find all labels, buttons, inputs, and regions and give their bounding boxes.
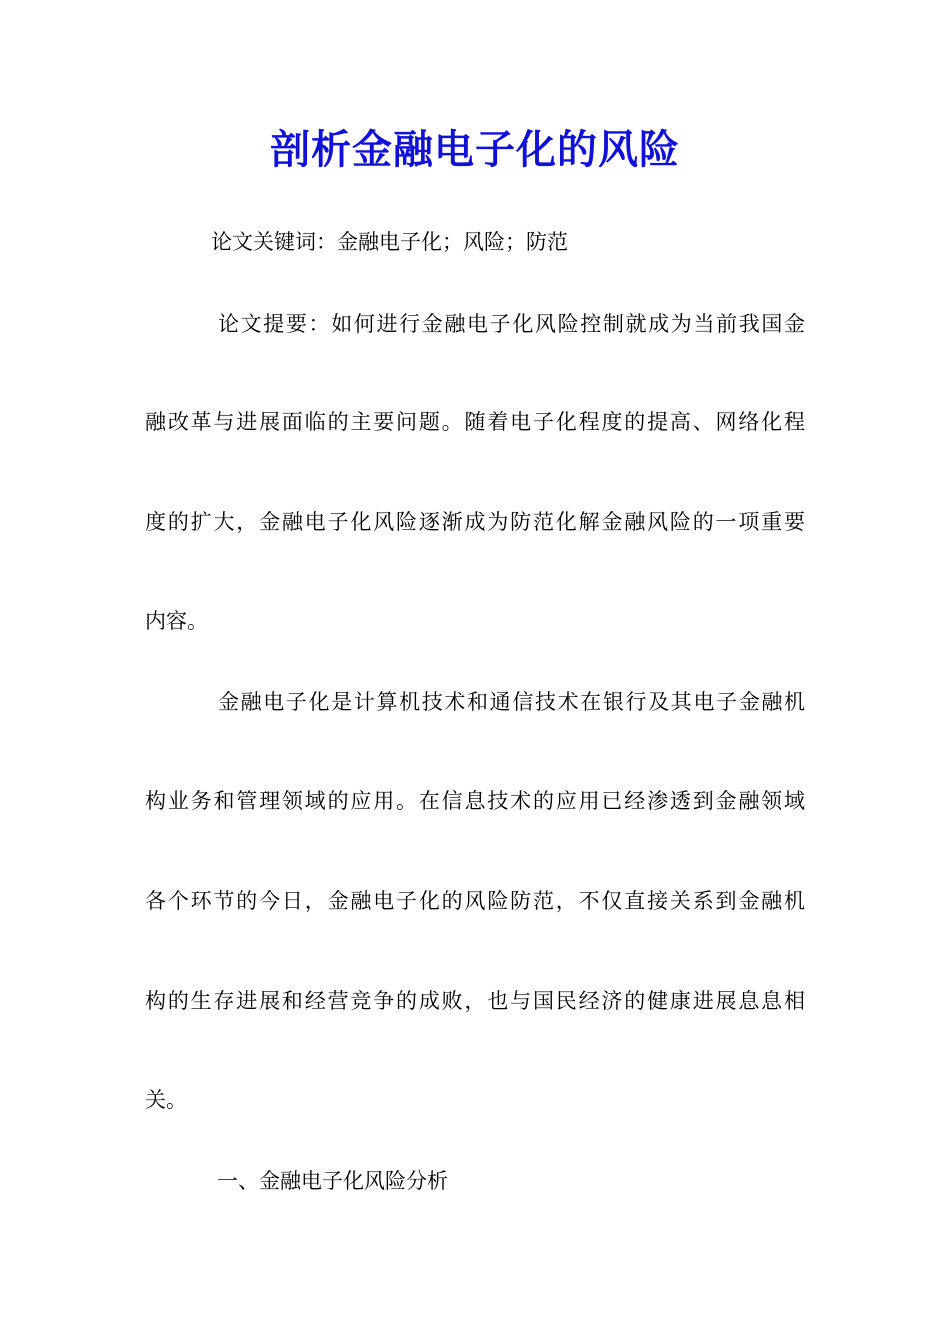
paragraph-line: 各个环节的今日，金融电子化的风险防范，不仅直接关系到金融机 bbox=[145, 889, 805, 913]
abstract-line: 融改革与进展面临的主要问题。随着电子化程度的提高、网络化程 bbox=[145, 410, 805, 434]
paragraph-line: 构业务和管理领域的应用。在信息技术的应用已经渗透到金融领域 bbox=[145, 789, 805, 813]
keywords-line: 论文关键词：金融电子化；风险；防范 bbox=[211, 230, 568, 254]
document-title: 剖析金融电子化的风险 bbox=[270, 126, 680, 173]
abstract-line: 内容。 bbox=[145, 609, 208, 633]
paragraph-line: 构的生存进展和经营竞争的成败，也与国民经济的健康进展息息相 bbox=[145, 989, 805, 1013]
abstract-line: 论文提要：如何进行金融电子化风险控制就成为当前我国金 bbox=[218, 312, 805, 336]
paragraph-line: 金融电子化是计算机技术和通信技术在银行及其电子金融机 bbox=[218, 690, 805, 714]
section-heading: 一、金融电子化风险分析 bbox=[217, 1169, 448, 1193]
paragraph-line: 关。 bbox=[145, 1088, 187, 1112]
abstract-line: 度的扩大，金融电子化风险逐渐成为防范化解金融风险的一项重要 bbox=[145, 510, 805, 534]
